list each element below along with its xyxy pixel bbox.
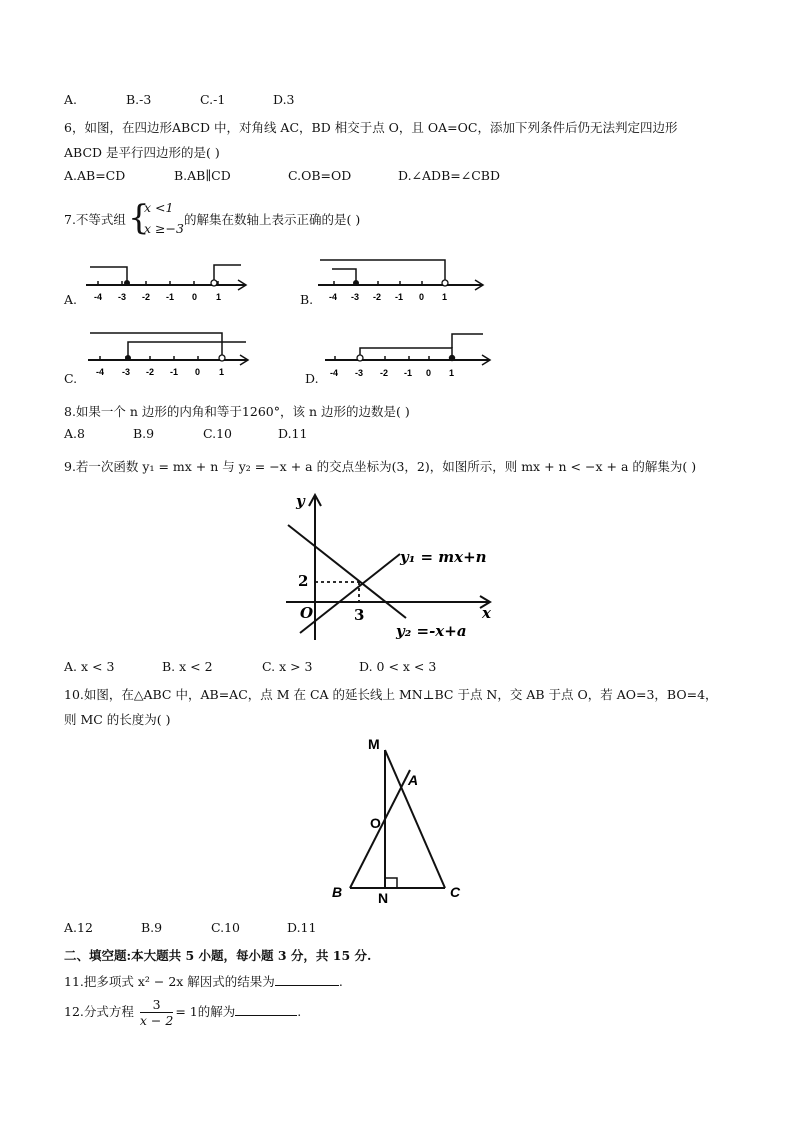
tick-label: -2 [142,292,151,302]
q12-stem [64,996,301,1032]
tick-label: 0 [192,292,198,302]
q8-option-b: B.9 [133,426,155,441]
q8-option-d: D.11 [278,426,308,441]
q8-option-a: A.8 [64,426,85,441]
q12-prefix: 12.分式方程 [64,1004,134,1019]
tick-label: -1 [166,292,175,302]
tick-label: 1 [219,367,225,377]
label-o: O [370,815,381,831]
tick-label: -2 [380,368,389,378]
tick-label: -2 [146,367,155,377]
tick-label: 1 [216,292,222,302]
q9-option-d: D. 0 < x < 3 [359,659,437,674]
q12-denominator: x − 2 [139,1013,174,1028]
tick-label: 0 [426,368,432,378]
q8-stem: 8.如果一个 n 边形的内角和等于1260°，该 n 边形的边数是( ) [64,404,410,419]
q10-option-a: A.12 [64,920,93,935]
number-line-d [325,330,495,382]
q12-suffix: . [297,1004,302,1019]
q7-condition-2: x ≥−3 [144,221,184,236]
section-2-title: 二、填空题:本大题共 5 小题，每小题 3 分，共 15 分. [64,948,372,963]
label-m: M [368,736,380,752]
q9-function-graph [282,490,512,650]
q7-label-a: A. [64,292,78,307]
q12-fraction [140,997,173,1028]
label-c: C [450,884,461,900]
tick-label: -3 [351,292,360,302]
q7-condition-1: x <1 [144,200,174,215]
tick-label: 1 [449,368,455,378]
tick-label: -1 [395,292,404,302]
tick-label: -4 [96,367,105,377]
tick-label: -4 [94,292,103,302]
tick-label: 0 [195,367,201,377]
q5-option-d: D.3 [273,92,295,107]
q9-option-c: C. x > 3 [262,659,313,674]
x-axis-label: x [482,604,491,622]
q10-option-c: C.10 [211,920,240,935]
q12-numerator: 3 [140,997,173,1013]
q10-triangle-figure [320,735,480,905]
number-line-b [318,255,488,305]
q11-prefix: 11.把多项式 x² − 2x 解因式的结果为 [64,974,275,989]
q9-option-a: A. x < 3 [64,659,115,674]
tick-label: -4 [330,368,339,378]
q7-suffix: 的解集在数轴上表示正确的是( ) [184,212,361,227]
q11-suffix: . [338,974,343,989]
q8-option-c: C.10 [203,426,232,441]
q5-option-a: A. [64,92,78,107]
number-line-a [86,260,256,305]
q6-option-a: A.AB=CD [64,168,126,183]
q7-label-c: C. [64,371,78,386]
tick-x-label: 3 [354,606,365,624]
q6-option-d: D.∠ADB=∠CBD [398,168,500,183]
q6-stem-line2: ABCD 是平行四边形的是( ) [64,145,220,160]
tick-label: 1 [442,292,448,302]
q11-stem [64,972,343,990]
q10-option-d: D.11 [287,920,317,935]
q7-brace: { [128,198,150,238]
tick-label: -4 [329,292,338,302]
label-n: N [378,890,389,906]
label-a: A [408,772,419,788]
q12-equals: = 1的解为 [175,1004,236,1019]
q5-option-b: B.-3 [126,92,152,107]
tick-label: 0 [419,292,425,302]
q10-stem-line2: 则 MC 的长度为( ) [64,712,171,727]
line2-label: y₂ =-x+a [396,622,467,640]
q10-option-b: B.9 [141,920,163,935]
q6-stem-line1: 6，如图，在四边形ABCD 中，对角线 AC，BD 相交于点 O，且 OA=OC，添加下列条件后仍无法判定四边形 [64,120,678,135]
tick-label: -1 [404,368,413,378]
q12-answer-blank[interactable] [235,1015,297,1016]
tick-label: -3 [118,292,127,302]
y-axis-label: y [296,492,305,510]
tick-label: -1 [170,367,179,377]
q6-option-c: C.OB=OD [288,168,352,183]
q7-label-d: D. [305,371,319,386]
origin-label: O [300,604,314,622]
q11-answer-blank[interactable] [275,985,339,986]
q9-option-b: B. x < 2 [162,659,213,674]
label-b: B [332,884,343,900]
tick-label: -3 [355,368,364,378]
tick-y-label: 2 [298,572,309,590]
q9-stem: 9.若一次函数 y₁ = mx + n 与 y₂ = −x + a 的交点坐标为(3，2)，如图所示，则 mx + n < −x + a 的解集为( ) [64,459,697,474]
tick-label: -3 [122,367,131,377]
q6-option-b: B.AB∥CD [174,168,231,183]
tick-label: -2 [373,292,382,302]
q7-label-b: B. [300,292,314,307]
q7-prefix: 7.不等式组 [64,212,126,227]
number-line-c [88,328,258,380]
q10-stem-line1: 10.如图，在△ABC 中，AB=AC，点 M 在 CA 的延长线上 MN⊥BC 于点 N，交 AB 于点 O，若 AO=3，BO=4， [64,687,718,702]
q5-option-c: C.-1 [200,92,226,107]
line1-label: y₁ = mx+n [400,548,487,566]
